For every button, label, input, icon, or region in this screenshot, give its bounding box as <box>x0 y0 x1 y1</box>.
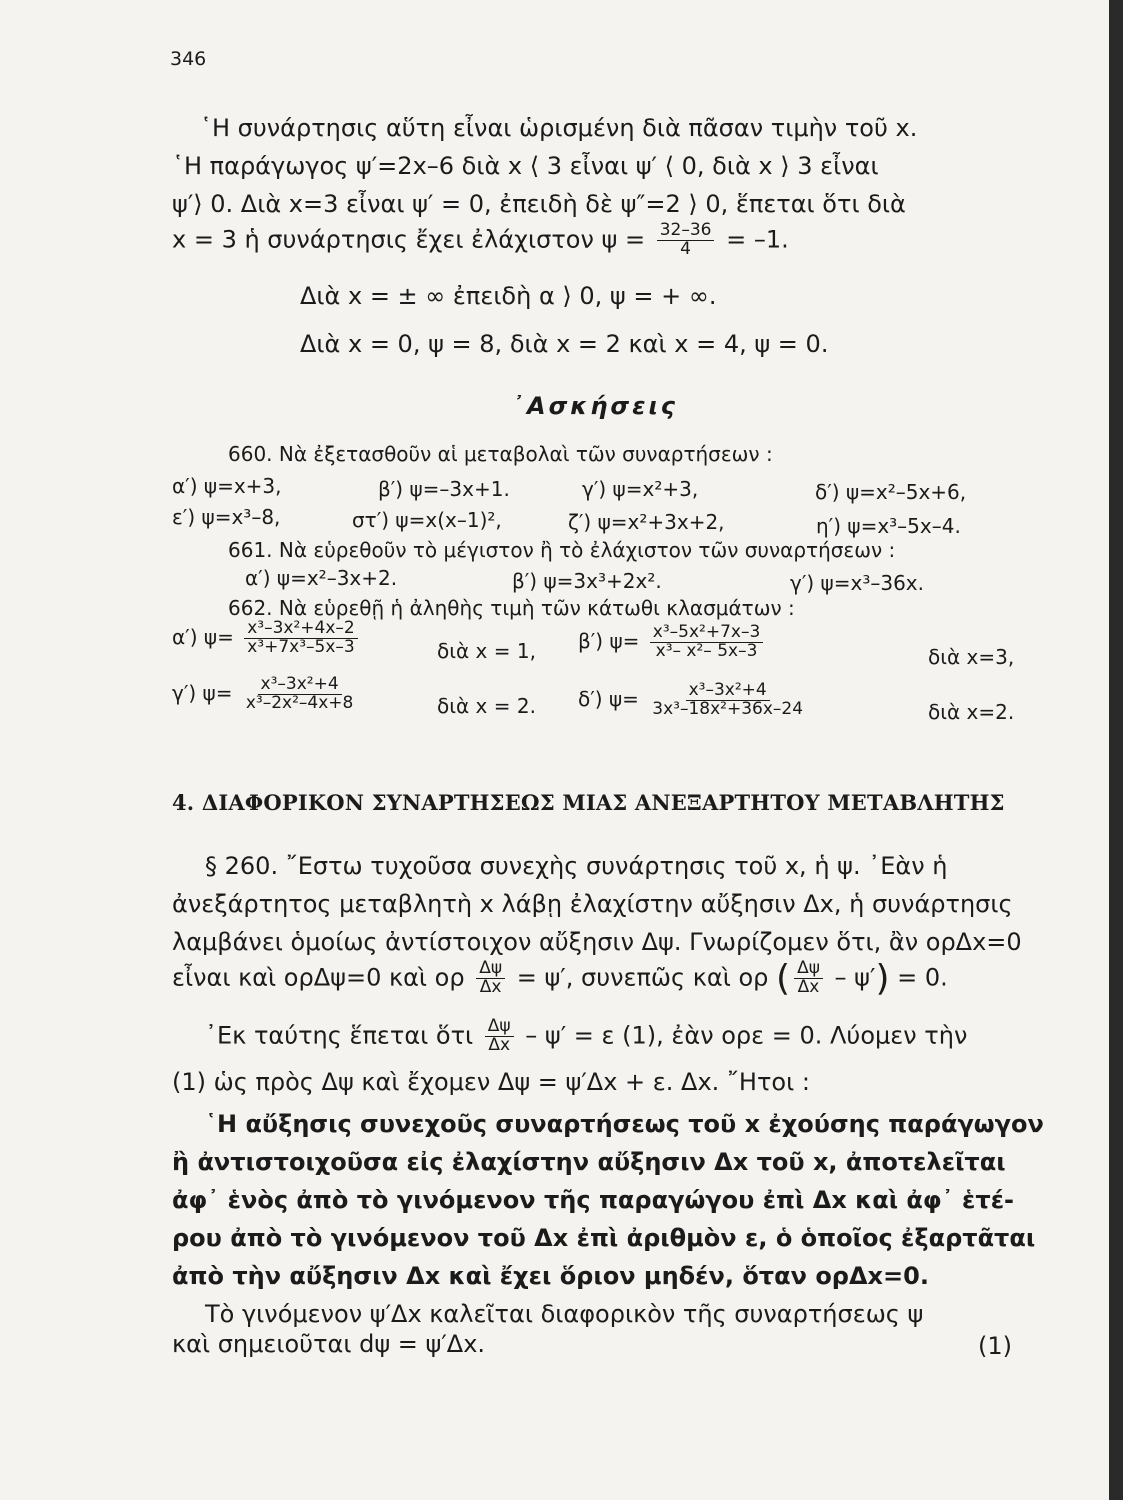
theorem-line: ἀφ᾿ ἑνὸς ἀπὸ τὸ γινόμενον τῆς παραγώγου ἐπὶ Δx καὶ ἀφ᾿ ἑτέ- <box>172 1186 1015 1214</box>
text-line: ῾Η παράγωγος ψ′=2x–6 διὰ x ⟨ 3 εἶναι ψ′ ⟨ 0, διὰ x ⟩ 3 εἶναι <box>172 152 879 180</box>
fraction-denominator: Δx <box>488 1034 511 1055</box>
text-line: ψ′⟩ 0. Διὰ x=3 εἶναι ψ′ = 0, ἐπειδὴ δὲ ψ″=2 ⟩ 0, ἕπεται ὅτι διὰ <box>172 190 906 218</box>
fraction-numerator: x³–5x²+7x–3 <box>650 624 764 643</box>
text-line: καὶ σημειοῦται dψ = ψ′Δx. <box>172 1330 486 1358</box>
fraction-numerator: x³–3x²+4x–2 <box>244 620 358 639</box>
right-paren: ) <box>875 958 890 999</box>
exercise-item: γ′) ψ=x²+3, <box>582 477 699 501</box>
fraction-numerator: Δψ <box>476 960 505 979</box>
fraction <box>657 222 715 259</box>
fraction-denominator: Δx <box>479 977 502 997</box>
text-segment: – ψ′ <box>834 963 876 992</box>
exercise-item: β′) ψ=–3x+1. <box>378 477 510 501</box>
text-line: λαμβάνει ὁμοίως ἀντίστοιχον αὔξησιν Δψ. Γνωρίζομεν ὅτι, ἂν ορΔx=0 <box>172 928 1022 956</box>
text-line: ἀνεξάρτητος μεταβλητὴ x λάβῃ ἐλαχίστην αὔξησιν Δx, ἡ συνάρτησις <box>172 890 1013 918</box>
exercise-item: β′) ψ=3x³+2x². <box>512 569 662 593</box>
fraction-numerator: x³–3x²+4 <box>686 682 770 701</box>
theorem-line: ἀπὸ τὴν αὔξησιν Δx καὶ ἔχει ὅριον μηδέν, ὅταν ορΔx=0. <box>172 1262 929 1290</box>
fraction <box>244 620 358 657</box>
exercise-item: α′) ψ=x+3, <box>172 474 282 498</box>
page-number: 346 <box>170 48 207 70</box>
text-segment: = 0. <box>897 963 948 992</box>
fraction <box>649 682 806 719</box>
text-segment: = ψ′, συνεπῶς καὶ ορ <box>516 963 769 992</box>
exercise-660: 660. Νὰ ἐξετασθοῦν αἱ μεταβολαὶ τῶν συναρτήσεων : <box>228 442 773 466</box>
fraction-exercise-b <box>578 624 767 661</box>
text-line-with-fraction <box>172 222 789 259</box>
exercise-662: 662. Νὰ εὑρεθῇ ἡ ἀληθὴς τιμὴ τῶν κάτωθι κλασμάτων : <box>228 596 795 620</box>
exercise-item: γ′) ψ=x³–36x. <box>790 571 924 595</box>
text-line: (1) ὡς πρὸς Δψ καὶ ἔχομεν Δψ = ψ′Δx + ε. Δx. ῎Ητοι : <box>172 1068 810 1096</box>
text-segment: εἶναι καὶ ορΔψ=0 καὶ ορ <box>172 963 465 992</box>
text-segment: x = 3 ἡ συνάρτησις ἔχει ἐλάχιστον ψ = <box>172 225 646 254</box>
text-line: Τὸ γινόμενον ψ′Δx καλεῖται διαφορικὸν τῆς συναρτήσεως ψ <box>205 1300 924 1328</box>
fraction-numerator: Δψ <box>485 1018 514 1037</box>
fraction-label: β′) ψ= <box>578 628 640 653</box>
fraction-label: α′) ψ= <box>172 624 234 649</box>
exercise-item: α′) ψ=x²–3x+2. <box>245 566 398 590</box>
exercises-heading: ᾿Ασκήσεις <box>512 392 679 420</box>
fraction-exercise-c <box>172 676 360 713</box>
text-segment: ᾿Εκ ταύτης ἕπεται ὅτι <box>205 1021 474 1050</box>
exercise-661: 661. Νὰ εὑρεθοῦν τὸ μέγιστον ἢ τὸ ἐλάχιστον τῶν συναρτήσεων : <box>228 538 896 562</box>
fraction-exercise-d <box>578 682 810 719</box>
exercise-item: ζ′) ψ=x²+3x+2, <box>568 510 725 534</box>
fraction-label: γ′) ψ= <box>172 680 233 705</box>
theorem-line: ἢ ἀντιστοιχοῦσα εἰς ἐλαχίστην αὔξησιν Δx τοῦ x, ἀποτελεῖται <box>172 1148 1006 1176</box>
text-line: Διὰ x = ± ∞ ἐπειδὴ α ⟩ 0, ψ = + ∞. <box>300 282 717 310</box>
exercise-item: στ′) ψ=x(x–1)², <box>352 508 502 532</box>
fraction-denominator: Δx <box>797 977 820 997</box>
text-line-with-fraction <box>205 1018 967 1055</box>
text-line: Διὰ x = 0, ψ = 8, διὰ x = 2 καὶ x = 4, ψ = 0. <box>300 330 829 358</box>
fraction-condition: διὰ x = 2. <box>437 694 536 718</box>
fraction-denominator: 4 <box>680 238 691 259</box>
fraction-condition: διὰ x = 1, <box>437 639 536 663</box>
fraction <box>476 960 505 997</box>
text-line: ῾Η συνάρτησις αὕτη εἶναι ὡρισμένη διὰ πᾶσαν τιμὴν τοῦ x. <box>200 114 918 142</box>
text-segment: = –1. <box>726 225 789 254</box>
exercise-item: δ′) ψ=x²–5x+6, <box>815 480 967 504</box>
fraction-exercise-a <box>172 620 362 657</box>
fraction-numerator: 32–36 <box>657 222 715 241</box>
text-segment: – ψ′ = ε (1), ἐὰν ορε = 0. Λύομεν τὴν <box>525 1021 968 1050</box>
fraction <box>243 676 357 713</box>
exercise-item: η′) ψ=x³–5x–4. <box>816 514 961 538</box>
fraction-denominator: x³+7x³–5x–3 <box>247 636 355 657</box>
fraction-denominator: x³– x²– 5x–3 <box>655 640 758 661</box>
fraction-numerator: Δψ <box>794 960 823 979</box>
fraction <box>650 624 764 661</box>
fraction-condition: διὰ x=3, <box>928 645 1015 669</box>
fraction-numerator: x³–3x²+4 <box>258 676 342 695</box>
fraction <box>485 1018 514 1055</box>
fraction-condition: διὰ x=2. <box>928 700 1015 724</box>
theorem-line: ῾Η αὔξησις συνεχοῦς συναρτήσεως τοῦ x ἐχούσης παράγωγον <box>205 1110 1044 1138</box>
equation-number: (1) <box>978 1332 1012 1360</box>
fraction-denominator: 3x³–18x²+36x–24 <box>652 698 804 719</box>
exercise-item: ε′) ψ=x³–8, <box>172 505 281 529</box>
text-line-with-fractions <box>172 958 948 999</box>
page-edge-shadow <box>1109 0 1123 1500</box>
fraction-label: δ′) ψ= <box>578 686 639 711</box>
theorem-line: ρου ἀπὸ τὸ γινόμενον τοῦ Δx ἐπὶ ἀριθμὸν ε, ὁ ὁποῖος ἐξαρτᾶται <box>172 1224 1036 1252</box>
text-line: § 260. ῎Εστω τυχοῦσα συνεχὴς συνάρτησις τοῦ x, ἡ ψ. ᾿Εὰν ἡ <box>205 852 948 880</box>
fraction <box>794 960 823 997</box>
fraction-denominator: x³–2x²–4x+8 <box>245 692 354 713</box>
left-paren: ( <box>776 958 791 999</box>
section-title: 4. ΔΙΑΦΟΡΙΚΟΝ ΣΥΝΑΡΤΗΣΕΩΣ ΜΙΑΣ ΑΝΕΞΑΡΤΗΤΟΥ ΜΕΤΑΒΛΗΤΗΣ <box>172 790 1005 815</box>
